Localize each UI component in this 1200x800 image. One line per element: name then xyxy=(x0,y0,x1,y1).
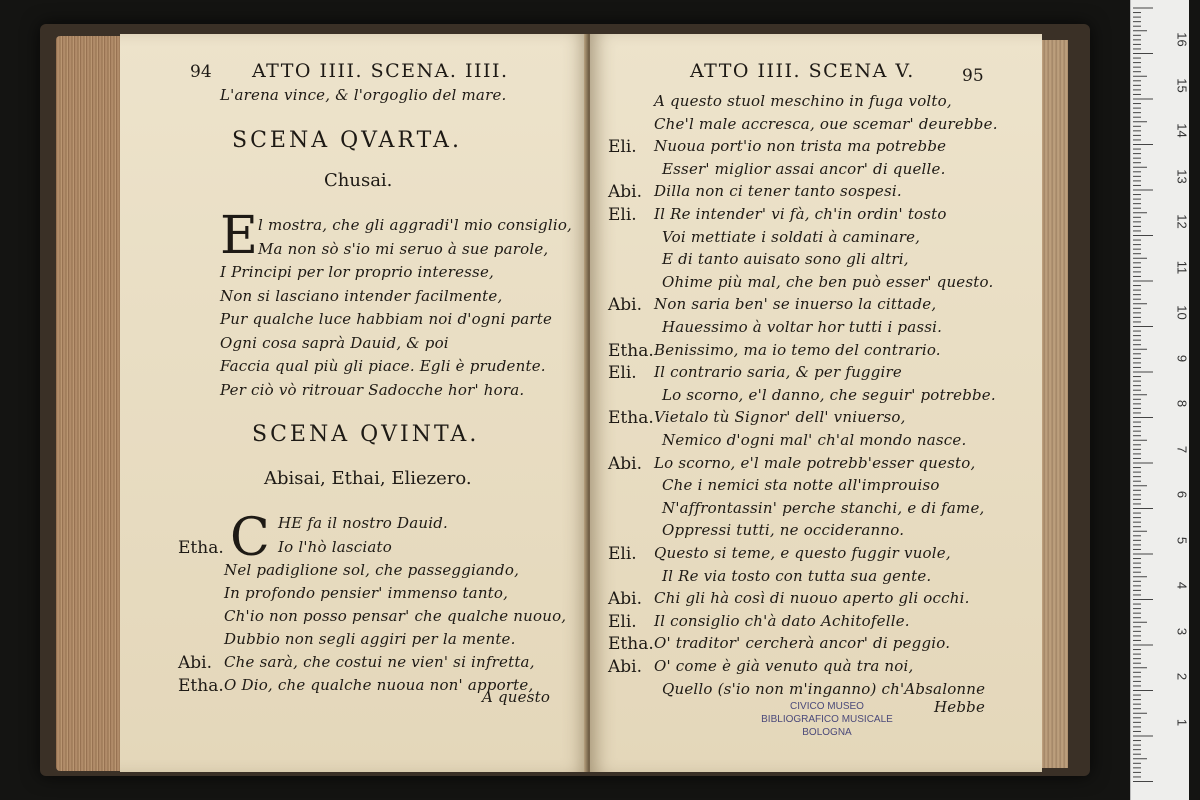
verse-line: O' traditor' cercherà ancor' di peggio. xyxy=(654,634,951,653)
verse-line: Il Re intender' vi fà, ch'in ordin' tosto xyxy=(654,205,947,223)
verse-line: Ogni cosa saprà Dauid, & poi xyxy=(220,333,449,352)
verse-line: Non si lasciano intender facilmente, xyxy=(220,286,503,305)
verse-line: Ch'io non posso pensar' che qualche nuouo, xyxy=(224,607,567,625)
verse-line: Dubbio non segli aggiri per la mente. xyxy=(224,630,516,648)
verse-line: Nel padiglione sol, che passeggiando, xyxy=(224,561,520,579)
verse-line: Che'l male accresca, oue scemar' deurebbe. xyxy=(654,114,998,133)
drop-cap: C xyxy=(230,508,270,568)
speaker-label: Abi. xyxy=(608,453,642,474)
stamp-line: CIVICO MUSEO xyxy=(790,701,864,712)
speaker-label: Etha. xyxy=(608,340,654,361)
running-head: ATTO IIII. SCENA. IIII. xyxy=(252,60,509,82)
verse-line: L'arena vince, & l'orgoglio del mare. xyxy=(220,86,507,104)
ruler-number: 11 xyxy=(1174,260,1190,274)
left-page xyxy=(120,34,588,772)
verse-line: Nuoua port'io non trista ma potrebbe xyxy=(654,137,947,156)
stamp-line: BOLOGNA xyxy=(802,727,852,738)
verse-line: N'affrontassin' perche stanchi, e di fame, xyxy=(662,498,985,517)
verse-line: A questo stuol meschino in fuga volto, xyxy=(654,92,952,110)
verse-line: Chi gli hà così di nuouo aperto gli occhi. xyxy=(654,589,970,608)
character-name: Chusai. xyxy=(324,170,393,191)
verse-line: Hauessimo à voltar hor tutti i passi. xyxy=(662,318,943,336)
speaker-label: Abi. xyxy=(178,653,212,673)
ruler-number: 6 xyxy=(1174,490,1190,499)
scene-title: SCENA QVARTA. xyxy=(232,128,462,153)
speaker-label: Eli. xyxy=(608,205,637,225)
verse-line: Che sarà, che costui ne vien' si infretta, xyxy=(224,653,535,671)
drop-cap: E xyxy=(220,206,258,266)
verse-line: Nemico d'ogni mal' ch'al mondo nasce. xyxy=(662,431,967,449)
speaker-label: Abi. xyxy=(608,657,642,677)
verse-line: Non saria ben' se inuerso la cittade, xyxy=(654,295,937,314)
verse-line: Ma non sò s'io mi seruo à sue parole, xyxy=(258,239,549,258)
verse-line: HE fa il nostro Dauid. xyxy=(278,514,449,532)
ruler-number: 15 xyxy=(1174,77,1190,93)
verse-line: Lo scorno, e'l danno, che seguir' potrebbe. xyxy=(662,385,996,404)
speaker-label: Etha. xyxy=(608,634,654,655)
verse-line: Voi mettiate i soldati à caminare, xyxy=(662,227,921,246)
page-number: 95 xyxy=(962,66,984,86)
verse-line: Questo si teme, e questo fuggir vuole, xyxy=(654,544,951,562)
character-list: Abisai, Ethai, Eliezero. xyxy=(264,468,472,489)
ruler-number: 16 xyxy=(1174,32,1190,47)
catchword: Hebbe xyxy=(934,698,986,716)
verse-line: Per ciò vò ritrouar Sadocche hor' hora. xyxy=(220,380,525,399)
verse-line: I Principi per lor proprio interesse, xyxy=(220,263,494,281)
verse-line: Lo scorno, e'l male potrebb'esser questo, xyxy=(654,453,976,472)
verse-line: Oppressi tutti, ne occideranno. xyxy=(662,521,905,540)
verse-line: Pur qualche luce habbiam noi d'ogni parte xyxy=(220,310,553,328)
scene-title: SCENA QVINTA. xyxy=(252,422,480,447)
speaker-label: Eli. xyxy=(608,611,637,632)
verse-line: E di tanto auisato sono gli altri, xyxy=(662,250,909,269)
speaker-label: Eli. xyxy=(608,363,637,384)
ruler-number: 13 xyxy=(1174,168,1190,184)
verse-line: Dilla non ci tener tanto sospesi. xyxy=(654,182,902,201)
speaker-label: Abi. xyxy=(608,295,642,316)
running-head: ATTO IIII. SCENA V. xyxy=(690,60,915,82)
verse-line: In profondo pensier' immenso tanto, xyxy=(224,584,509,602)
verse-line: l mostra, che gli aggradi'l mio consiglio, xyxy=(258,216,573,234)
verse-line: O' come è già venuto quà tra noi, xyxy=(654,657,914,675)
verse-line: Il consiglio ch'à dato Achitofelle. xyxy=(654,611,910,630)
page-number: 94 xyxy=(190,62,212,82)
speaker-label: Abi. xyxy=(608,589,642,610)
page-edges-right xyxy=(1040,40,1068,768)
verse-line: Che i nemici sta notte all'improuiso xyxy=(662,476,940,495)
speaker-label: Eli. xyxy=(608,544,637,564)
verse-line: O Dio, che qualche nuoua non' apporte, xyxy=(224,676,534,694)
verse-line: Vietalo tù Signor' dell' vniuerso, xyxy=(654,408,906,427)
verse-line: Faccia qual più gli piace. Egli è prudente. xyxy=(220,357,546,375)
speaker-label: Etha. xyxy=(178,538,224,558)
verse-line: Quello (s'io non m'inganno) ch'Absalonne xyxy=(662,679,986,698)
ruler-number: 1 xyxy=(1174,718,1190,726)
verse-line: Ohime più mal, che ben può esser' questo. xyxy=(662,272,994,291)
catchword: A questo xyxy=(482,688,551,706)
ruler-number: 3 xyxy=(1174,627,1190,635)
verse-line: Io l'hò lasciato xyxy=(278,538,392,556)
ruler-number: 12 xyxy=(1174,214,1190,229)
ruler-number: 9 xyxy=(1174,354,1190,362)
library-stamp xyxy=(752,700,902,750)
ruler-number: 5 xyxy=(1174,536,1190,544)
verse-line: Il contrario saria, & per fuggire xyxy=(654,363,902,382)
ruler-number: 14 xyxy=(1174,123,1190,138)
speaker-label: Etha. xyxy=(178,676,224,696)
speaker-label: Abi. xyxy=(608,182,642,203)
ruler-number: 7 xyxy=(1174,445,1190,453)
speaker-label: Eli. xyxy=(608,137,637,158)
right-page xyxy=(590,34,1042,772)
speaker-label: Etha. xyxy=(608,408,654,429)
ruler-number: 8 xyxy=(1174,399,1190,408)
ruler-number: 2 xyxy=(1174,672,1190,681)
verse-line: Il Re via tosto con tutta sua gente. xyxy=(662,566,932,585)
stamp-line: BIBLIOGRAFICO MUSICALE xyxy=(761,714,893,725)
verse-line: Esser' miglior assai ancor' di quelle. xyxy=(662,159,946,178)
ruler-number: 4 xyxy=(1174,581,1190,590)
ruler-number: 10 xyxy=(1174,305,1190,320)
verse-line: Benissimo, ma io temo del contrario. xyxy=(654,340,941,359)
